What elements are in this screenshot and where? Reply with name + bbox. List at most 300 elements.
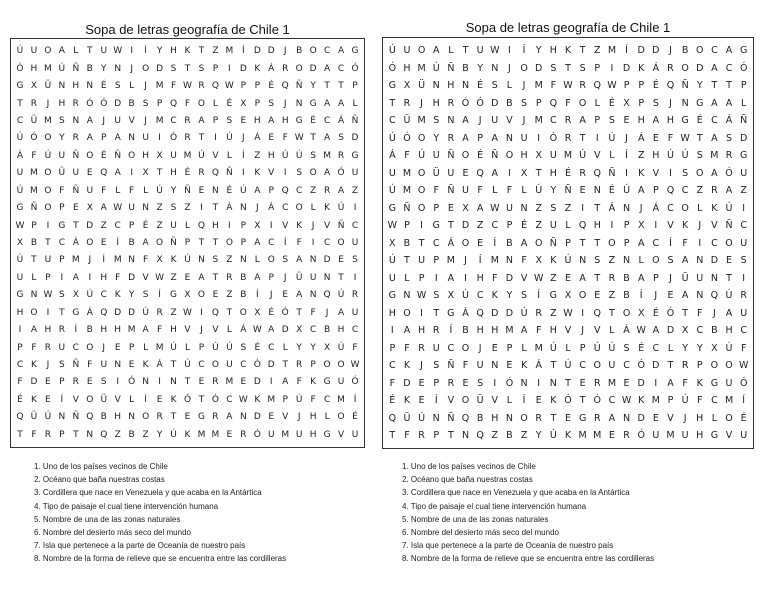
grid-letter: É bbox=[608, 97, 615, 109]
grid-letter: M bbox=[267, 394, 276, 405]
grid-letter: S bbox=[550, 62, 557, 74]
grid-letter: V bbox=[491, 395, 499, 407]
grid-letter: N bbox=[461, 430, 470, 442]
grid-letter: Z bbox=[254, 150, 261, 161]
grid-letter: O bbox=[309, 168, 317, 179]
grid-letter: Q bbox=[549, 97, 558, 109]
grid-letter: X bbox=[535, 150, 542, 162]
grid-letter: D bbox=[281, 325, 289, 336]
grid-letter: F bbox=[492, 272, 498, 284]
grid-letter: M bbox=[417, 115, 426, 127]
grid-letter: F bbox=[521, 255, 527, 267]
grid-letter: Í bbox=[353, 394, 357, 405]
grid-letter: V bbox=[212, 325, 219, 336]
grid-letter: W bbox=[490, 202, 500, 214]
grid-letter: R bbox=[198, 168, 205, 179]
grid-letter: É bbox=[17, 394, 23, 405]
grid-letter: A bbox=[254, 272, 261, 283]
grid-letter: L bbox=[324, 412, 330, 423]
grid-letter: Z bbox=[156, 203, 163, 214]
grid-letter: H bbox=[30, 63, 38, 74]
grid-letter: P bbox=[59, 377, 65, 388]
grid-letter: S bbox=[226, 115, 233, 126]
grid-letter: G bbox=[696, 97, 704, 109]
grid-letter: V bbox=[594, 150, 601, 162]
grid-letter: W bbox=[238, 394, 248, 405]
grid-letter: R bbox=[44, 429, 52, 440]
grid-letter: I bbox=[420, 220, 423, 232]
grid-letter: A bbox=[337, 98, 345, 109]
grid-letter: I bbox=[610, 220, 614, 232]
letter-grid bbox=[382, 37, 754, 449]
grid-letter: Ñ bbox=[170, 237, 177, 248]
grid-letter: T bbox=[226, 307, 233, 318]
grid-letter: R bbox=[418, 430, 425, 442]
grid-letter: Í bbox=[116, 237, 120, 248]
grid-letter: K bbox=[30, 394, 37, 405]
grid-letter: U bbox=[351, 307, 359, 318]
grid-letter: Ü bbox=[418, 80, 426, 92]
grid-letter: N bbox=[623, 202, 631, 214]
grid-letter: Q bbox=[593, 307, 602, 319]
grid-letter: T bbox=[87, 46, 93, 57]
grid-letter: É bbox=[226, 185, 233, 196]
grid-letter: I bbox=[742, 272, 746, 284]
grid-letter: Ñ bbox=[447, 150, 455, 162]
grid-letter: V bbox=[506, 115, 513, 127]
grid-letter: A bbox=[652, 325, 660, 337]
grid-letter: T bbox=[696, 132, 703, 144]
grid-letter: L bbox=[184, 220, 190, 231]
grid-letter: U bbox=[740, 167, 748, 179]
grid-letter: Á bbox=[389, 150, 396, 162]
grid-letter: Y bbox=[310, 81, 316, 92]
grid-letter: Ó bbox=[739, 377, 748, 389]
grid-letter: A bbox=[725, 45, 733, 56]
grid-letter: S bbox=[521, 290, 528, 302]
grid-letter: Y bbox=[170, 185, 177, 196]
grid-letter: Ñ bbox=[72, 185, 80, 196]
grid-letter: U bbox=[128, 203, 135, 214]
grid-letter: I bbox=[508, 167, 511, 179]
grid-letter: K bbox=[254, 394, 261, 405]
grid-letter: Ú bbox=[418, 150, 426, 162]
grid-letter: H bbox=[100, 272, 108, 283]
grid-letter: R bbox=[667, 62, 674, 74]
grid-letter: Z bbox=[351, 185, 359, 196]
grid-letter: A bbox=[520, 237, 528, 249]
grid-letter: Z bbox=[520, 430, 528, 442]
grid-letter: E bbox=[45, 394, 51, 405]
grid-letter: U bbox=[388, 167, 396, 179]
grid-letter: I bbox=[654, 220, 658, 232]
clue-item: 8. Nombre de la forma de relieve que se encuentra entre las cordilleras bbox=[34, 554, 287, 564]
grid-letter: A bbox=[462, 115, 469, 127]
grid-letter: P bbox=[433, 377, 440, 389]
grid-letter: J bbox=[712, 307, 716, 319]
grid-letter: R bbox=[535, 307, 543, 319]
grid-letter: T bbox=[389, 430, 396, 442]
grid-letter: P bbox=[212, 115, 219, 126]
grid-letter: O bbox=[534, 237, 543, 249]
grid-letter: K bbox=[564, 430, 572, 442]
clue-item: 8. Nombre de la forma de relieve que se encuentra entre las cordilleras bbox=[402, 554, 655, 564]
grid-letter: E bbox=[462, 377, 469, 389]
grid-letter: F bbox=[404, 150, 410, 162]
grid-letter: K bbox=[310, 377, 317, 388]
grid-letter: O bbox=[142, 63, 150, 74]
grid-letter: O bbox=[403, 307, 411, 319]
grid-letter: O bbox=[520, 412, 528, 424]
grid-letter: H bbox=[637, 115, 645, 127]
grid-letter: I bbox=[434, 272, 438, 284]
grid-letter: E bbox=[86, 377, 93, 388]
grid-letter: I bbox=[698, 237, 702, 249]
grid-letter: E bbox=[623, 377, 630, 389]
grid-letter: E bbox=[184, 412, 191, 423]
grid-letter: S bbox=[114, 81, 121, 92]
grid-letter: Ú bbox=[337, 342, 345, 353]
grid-letter: R bbox=[418, 342, 425, 354]
grid-letter: L bbox=[184, 342, 190, 353]
grid-letter: T bbox=[212, 272, 219, 283]
grid-letter: R bbox=[226, 272, 233, 283]
grid-letter: S bbox=[740, 255, 747, 267]
grid-letter: Ú bbox=[226, 133, 233, 144]
grid-letter: É bbox=[100, 81, 107, 92]
grid-letter: A bbox=[324, 98, 331, 109]
grid-letter: Ó bbox=[30, 133, 38, 144]
grid-letter: Í bbox=[434, 395, 438, 407]
grid-letter: N bbox=[239, 255, 247, 266]
grid-letter: N bbox=[114, 63, 122, 74]
grid-letter: H bbox=[170, 325, 177, 336]
grid-letter: Ñ bbox=[447, 360, 455, 372]
grid-letter: Y bbox=[156, 46, 163, 57]
grid-letter: H bbox=[44, 325, 52, 336]
grid-letter: E bbox=[114, 342, 121, 353]
grid-letter: I bbox=[537, 132, 541, 144]
grid-letter: F bbox=[31, 429, 37, 440]
grid-letter: U bbox=[351, 168, 359, 179]
grid-letter: A bbox=[337, 185, 345, 196]
grid-letter: H bbox=[253, 115, 261, 126]
grid-letter: I bbox=[130, 168, 133, 179]
grid-letter: G bbox=[72, 307, 80, 318]
grid-letter: I bbox=[742, 202, 746, 214]
grid-letter: C bbox=[388, 115, 396, 127]
grid-letter: T bbox=[711, 80, 718, 92]
grid-letter: Y bbox=[535, 430, 542, 442]
grid-letter: C bbox=[623, 360, 630, 372]
grid-letter: U bbox=[476, 360, 484, 372]
grid-letter: N bbox=[142, 377, 149, 388]
grid-letter: C bbox=[725, 62, 733, 74]
grid-letter: Á bbox=[254, 133, 261, 144]
grid-letter: Ñ bbox=[72, 360, 80, 371]
grid-letter: A bbox=[637, 272, 645, 284]
grid-letter: G bbox=[739, 150, 748, 162]
grid-letter: D bbox=[637, 412, 645, 424]
grid-letter: T bbox=[338, 81, 344, 92]
grid-letter: J bbox=[522, 80, 526, 92]
grid-letter: F bbox=[433, 185, 439, 197]
grid-letter: P bbox=[433, 430, 440, 442]
grid-letter: A bbox=[491, 132, 499, 144]
grid-letter: W bbox=[416, 290, 427, 302]
grid-letter: X bbox=[623, 97, 630, 109]
grid-letter: D bbox=[637, 377, 645, 389]
grid-letter: X bbox=[447, 290, 455, 302]
grid-letter: G bbox=[323, 429, 331, 440]
grid-letter: N bbox=[142, 203, 149, 214]
grid-letter: S bbox=[58, 290, 65, 301]
grid-letter: U bbox=[505, 202, 513, 214]
grid-letter: V bbox=[184, 325, 191, 336]
grid-letter: O bbox=[461, 150, 470, 162]
grid-letter: P bbox=[667, 395, 674, 407]
grid-letter: Ú bbox=[170, 342, 177, 353]
grid-letter: H bbox=[403, 62, 411, 74]
grid-letter: P bbox=[623, 237, 630, 249]
grid-letter: E bbox=[667, 290, 674, 302]
grid-letter: Ñ bbox=[72, 63, 80, 74]
grid-letter: N bbox=[239, 203, 247, 214]
grid-letter: U bbox=[58, 150, 66, 161]
grid-letter: Y bbox=[296, 342, 302, 353]
grid-letter: O bbox=[337, 237, 345, 248]
grid-letter: W bbox=[490, 45, 500, 56]
grid-letter: C bbox=[711, 395, 718, 407]
grid-letter: Ñ bbox=[226, 168, 233, 179]
grid-letter: Ó bbox=[128, 377, 136, 388]
grid-letter: L bbox=[609, 325, 615, 337]
grid-letter: L bbox=[143, 342, 149, 353]
grid-letter: É bbox=[389, 395, 396, 407]
grid-letter: M bbox=[225, 46, 234, 57]
grid-letter: L bbox=[143, 185, 149, 196]
grid-letter: X bbox=[324, 342, 331, 353]
grid-letter: N bbox=[461, 80, 470, 92]
grid-letter: Q bbox=[16, 412, 24, 423]
grid-letter: G bbox=[197, 412, 205, 423]
grid-letter: R bbox=[212, 412, 219, 423]
grid-letter: R bbox=[447, 132, 455, 144]
grid-letter: T bbox=[338, 272, 344, 283]
grid-letter: Á bbox=[637, 132, 645, 144]
grid-letter: L bbox=[638, 255, 644, 267]
grid-letter: Q bbox=[323, 290, 331, 301]
grid-letter: G bbox=[710, 377, 719, 389]
grid-letter: U bbox=[44, 255, 52, 266]
grid-letter: Í bbox=[625, 45, 628, 56]
grid-letter: V bbox=[282, 220, 289, 231]
grid-letter: N bbox=[491, 62, 499, 74]
grid-letter: Ú bbox=[142, 307, 149, 318]
grid-letter: O bbox=[44, 203, 52, 214]
grid-letter: S bbox=[352, 255, 358, 266]
grid-letter: H bbox=[309, 412, 317, 423]
grid-letter: U bbox=[295, 429, 303, 440]
grid-letter: Í bbox=[144, 394, 147, 405]
grid-letter: N bbox=[505, 255, 513, 267]
grid-letter: O bbox=[681, 62, 689, 74]
grid-letter: T bbox=[156, 168, 163, 179]
grid-letter: P bbox=[282, 394, 288, 405]
grid-letter: K bbox=[491, 290, 498, 302]
grid-letter: U bbox=[100, 360, 108, 371]
grid-letter: E bbox=[226, 429, 233, 440]
grid-letter: Ú bbox=[535, 185, 543, 197]
grid-letter: J bbox=[269, 290, 273, 301]
grid-letter: N bbox=[323, 272, 331, 283]
grid-letter: Ú bbox=[281, 150, 289, 161]
grid-letter: T bbox=[418, 237, 425, 249]
grid-letter: O bbox=[44, 46, 52, 57]
grid-letter: Q bbox=[281, 185, 289, 196]
grid-letter: P bbox=[352, 81, 358, 92]
clue-item: 5. Nombre de una de las zonas naturales bbox=[402, 514, 549, 524]
grid-letter: R bbox=[711, 185, 718, 197]
grid-letter: H bbox=[549, 167, 557, 179]
grid-letter: U bbox=[309, 272, 317, 283]
grid-letter: G bbox=[432, 220, 440, 232]
grid-letter: Á bbox=[725, 115, 733, 127]
grid-letter: Q bbox=[211, 81, 219, 92]
grid-letter: M bbox=[402, 167, 412, 179]
grid-letter: O bbox=[86, 342, 94, 353]
grid-letter: N bbox=[447, 115, 455, 127]
grid-letter: V bbox=[652, 167, 660, 179]
grid-letter: Z bbox=[226, 290, 233, 301]
grid-letter: C bbox=[309, 325, 317, 336]
grid-letter: B bbox=[128, 237, 135, 248]
grid-letter: W bbox=[350, 360, 360, 371]
grid-letter: R bbox=[447, 377, 455, 389]
grid-letter: Z bbox=[637, 150, 645, 162]
grid-letter: Ú bbox=[564, 360, 572, 372]
grid-letter: I bbox=[158, 377, 161, 388]
grid-letter: X bbox=[535, 255, 542, 267]
grid-letter: M bbox=[607, 377, 617, 389]
grid-letter: C bbox=[652, 342, 660, 354]
grid-letter: Ñ bbox=[295, 81, 303, 92]
grid-letter: Ñ bbox=[72, 150, 80, 161]
grid-letter: D bbox=[267, 46, 275, 57]
grid-letter: O bbox=[578, 290, 587, 302]
grid-letter: N bbox=[623, 255, 631, 267]
grid-letter: A bbox=[58, 46, 65, 57]
grid-letter: K bbox=[30, 360, 37, 371]
grid-letter: T bbox=[296, 307, 302, 318]
grid-letter: Ñ bbox=[608, 167, 616, 179]
grid-letter: O bbox=[44, 133, 52, 144]
grid-letter: W bbox=[387, 220, 398, 232]
grid-letter: M bbox=[505, 325, 514, 337]
grid-letter: N bbox=[86, 81, 94, 92]
grid-letter: Ú bbox=[86, 290, 94, 301]
grid-letter: T bbox=[447, 430, 454, 442]
grid-letter: O bbox=[86, 394, 94, 405]
grid-letter: A bbox=[725, 185, 733, 197]
grid-letter: O bbox=[593, 360, 602, 372]
grid-letter: U bbox=[418, 255, 426, 267]
grid-letter: U bbox=[388, 272, 396, 284]
grid-letter: H bbox=[16, 307, 24, 318]
grid-letter: U bbox=[549, 150, 557, 162]
grid-letter: C bbox=[447, 342, 455, 354]
grid-letter: F bbox=[740, 342, 747, 354]
grid-letter: O bbox=[239, 307, 247, 318]
grid-letter: R bbox=[725, 150, 733, 162]
grid-letter: O bbox=[30, 307, 38, 318]
grid-letter: V bbox=[667, 220, 674, 232]
grid-letter: Ú bbox=[16, 255, 24, 266]
grid-letter: D bbox=[253, 377, 261, 388]
grid-letter: A bbox=[476, 202, 484, 214]
grid-letter: T bbox=[594, 272, 601, 284]
grid-letter: Z bbox=[476, 220, 484, 232]
grid-letter: K bbox=[114, 290, 121, 301]
grid-letter: N bbox=[432, 412, 440, 424]
grid-letter: N bbox=[295, 98, 303, 109]
grid-letter: Z bbox=[696, 185, 704, 197]
clue-item: 6. Nombre del desierto más seco del mundo bbox=[34, 528, 191, 538]
grid-letter: U bbox=[520, 132, 528, 144]
grid-letter: H bbox=[696, 430, 704, 442]
grid-letter: G bbox=[549, 290, 558, 302]
grid-letter: D bbox=[535, 62, 543, 74]
grid-letter: C bbox=[296, 185, 303, 196]
grid-letter: N bbox=[505, 412, 513, 424]
grid-letter: Ü bbox=[100, 394, 108, 405]
clue-item: 6. Nombre del desierto más seco del mundo bbox=[402, 528, 559, 538]
grid-letter: N bbox=[623, 412, 631, 424]
grid-letter: C bbox=[198, 360, 205, 371]
grid-letter: H bbox=[549, 45, 557, 56]
grid-letter: Y bbox=[433, 132, 440, 144]
grid-letter: U bbox=[226, 360, 233, 371]
grid-letter: I bbox=[200, 307, 203, 318]
grid-letter: I bbox=[46, 307, 50, 318]
grid-letter: Ü bbox=[476, 395, 484, 407]
grid-letter: Ñ bbox=[681, 80, 689, 92]
grid-letter: B bbox=[240, 290, 247, 301]
grid-letter: T bbox=[389, 97, 396, 109]
grid-letter: R bbox=[579, 80, 586, 92]
grid-letter: R bbox=[432, 325, 440, 337]
grid-letter: J bbox=[669, 97, 672, 109]
grid-letter: W bbox=[621, 395, 632, 407]
grid-letter: P bbox=[198, 342, 205, 353]
grid-letter: Q bbox=[461, 412, 470, 424]
grid-letter: C bbox=[323, 115, 331, 126]
grid-letter: Ñ bbox=[447, 62, 455, 74]
grid-letter: T bbox=[45, 237, 51, 248]
grid-letter: D bbox=[505, 272, 514, 284]
grid-letter: O bbox=[681, 202, 689, 214]
grid-letter: C bbox=[711, 237, 718, 249]
grid-letter: Z bbox=[740, 185, 747, 197]
grid-letter: Ó bbox=[183, 394, 192, 405]
grid-letter: G bbox=[323, 377, 331, 388]
grid-letter: E bbox=[652, 412, 659, 424]
grid-letter: Ú bbox=[184, 360, 191, 371]
grid-letter: S bbox=[296, 168, 303, 179]
grid-letter: X bbox=[240, 98, 247, 109]
grid-letter: A bbox=[447, 272, 455, 284]
grid-letter: Q bbox=[476, 430, 484, 442]
